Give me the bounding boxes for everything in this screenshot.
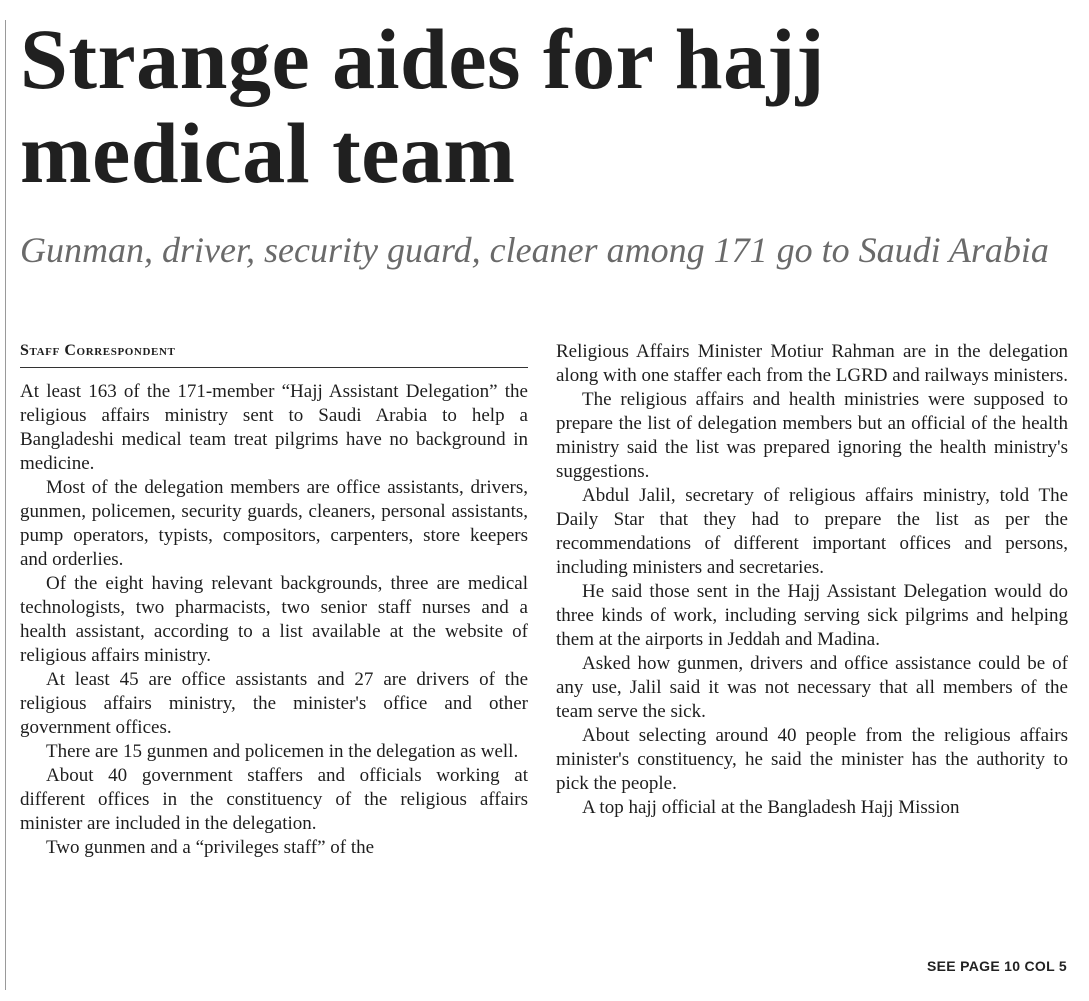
paragraph: About 40 government staffers and officials working at different offices in the constituency of the religious affairs minister are included in the delegation.	[20, 765, 528, 834]
paragraph: Abdul Jalil, secretary of religious affairs ministry, told The Daily Star that they had to prepare the list as per the recommendations of different important offices and persons, including ministers and secretaries.	[556, 485, 1068, 578]
paragraph: Religious Affairs Minister Motiur Rahman are in the delegation along with one staffer each from the LGRD and railways ministers.	[556, 341, 1068, 386]
paragraph: A top hajj official at the Bangladesh Hajj Mission	[582, 797, 960, 818]
article-column-right	[556, 340, 1068, 820]
paragraph: At least 45 are office assistants and 27 are drivers of the religious affairs ministry, the minister's office and other government offices.	[20, 669, 528, 738]
paragraph: About selecting around 40 people from the religious affairs minister's constituency, he said the minister has the authority to pick the people.	[556, 725, 1068, 794]
paragraph: Of the eight having relevant backgrounds, three are medical technologists, two pharmacists, two senior staff nurses and a health assistant, according to a list available at the website of religious affairs ministry.	[20, 573, 528, 666]
byline: Staff Correspondent	[20, 340, 528, 368]
paragraph: At least 163 of the 171-member “Hajj Assistant Delegation” the religious affairs ministry sent to Saudi Arabia to help a Bangladeshi medical team treat pilgrims have no background in medicine.	[20, 381, 528, 474]
continued-jump-line: SEE PAGE 10 COL 5	[927, 958, 1067, 974]
paragraph: Asked how gunmen, drivers and office assistance could be of any use, Jalil said it was not necessary that all members of the team serve the sick.	[556, 653, 1068, 722]
paragraph: Two gunmen and a “privileges staff” of the	[46, 837, 375, 858]
paragraph: Most of the delegation members are office assistants, drivers, gunmen, policemen, security guards, cleaners, personal assistants, pump operators, typists, compositors, carpenters, store keepers and orderlies.	[20, 477, 528, 570]
paragraph: The religious affairs and health ministries were supposed to prepare the list of delegation members but an official of the health ministry said the list was prepared ignoring the health ministry's suggestions.	[556, 389, 1068, 482]
subheadline: Gunman, driver, security guard, cleaner among 171 go to Saudi Arabia	[20, 230, 1049, 270]
paragraph: There are 15 gunmen and policemen in the delegation as well.	[46, 741, 519, 762]
column-rule	[5, 20, 6, 990]
headline: Strange aides for hajj medical team	[20, 11, 825, 201]
article-column-left	[20, 340, 528, 860]
paragraph: He said those sent in the Hajj Assistant Delegation would do three kinds of work, including serving sick pilgrims and helping them at the airports in Jeddah and Madina.	[556, 581, 1068, 650]
